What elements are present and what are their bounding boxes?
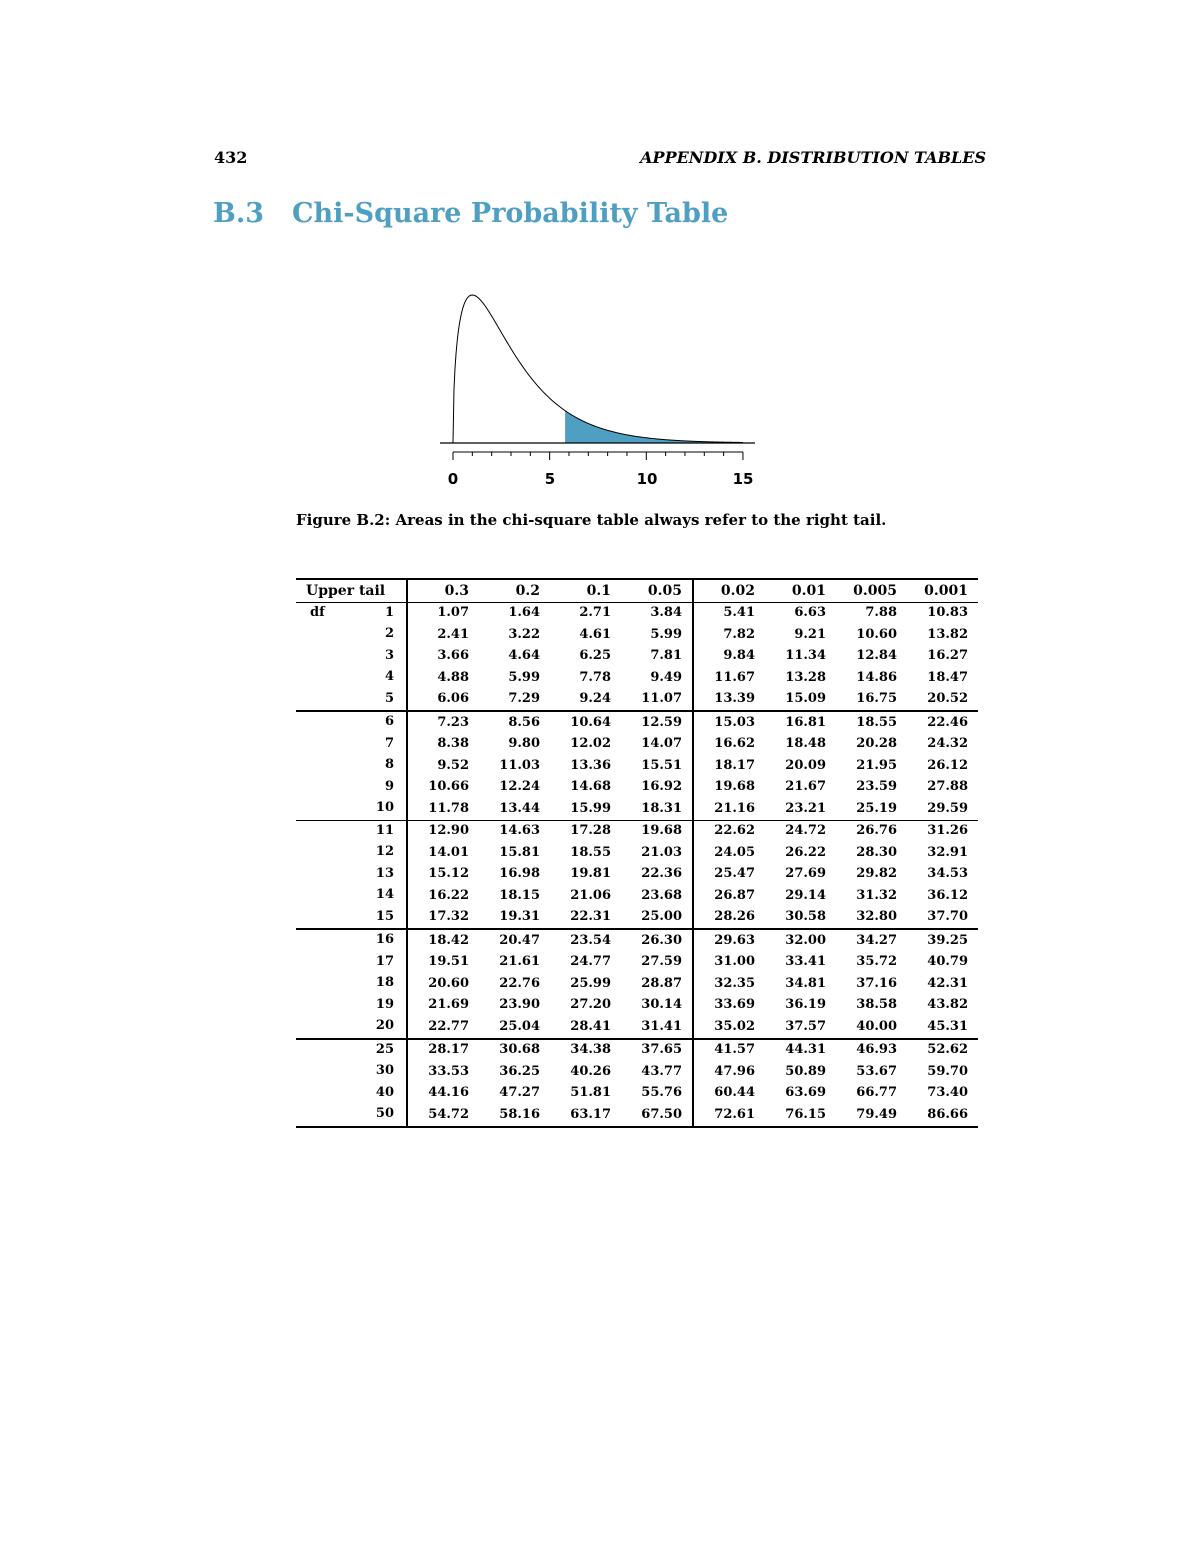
table-cell: 59.70 — [927, 1063, 968, 1079]
table-cell: 36.25 — [499, 1063, 540, 1079]
df-value: 8 — [384, 757, 394, 772]
table-cell: 43.82 — [927, 997, 968, 1012]
table-cell: 3.22 — [508, 626, 540, 642]
table-cell: 12.02 — [570, 736, 611, 751]
table-cell: 24.05 — [714, 844, 755, 860]
table-cell: 9.84 — [723, 648, 755, 663]
table-cell: 16.27 — [927, 648, 968, 663]
table-cell: 5.99 — [621, 624, 693, 646]
table-cell: 32.00 — [765, 929, 836, 952]
table-cell: 33.69 — [714, 997, 755, 1012]
table-cell: 12.59 — [621, 711, 693, 734]
table-cell: 34.27 — [836, 929, 907, 952]
column-header: 0.01 — [765, 579, 836, 602]
df-cell — [296, 820, 407, 842]
table-cell: 27.20 — [570, 997, 611, 1012]
table-cell: 13.39 — [714, 691, 755, 706]
table-cell: 47.96 — [714, 1063, 755, 1079]
df-value: 6 — [384, 714, 394, 729]
table-row — [296, 646, 978, 668]
table-cell: 9.80 — [508, 736, 540, 751]
table-cell: 7.23 — [407, 711, 479, 734]
column-header: 0.005 — [836, 579, 907, 602]
table-cell: 31.00 — [714, 954, 755, 969]
running-header — [214, 148, 986, 172]
table-cell: 7.78 — [579, 669, 611, 685]
df-cell — [296, 885, 407, 907]
table-cell: 16.75 — [856, 691, 897, 706]
table-cell: 54.72 — [428, 1106, 469, 1122]
table-row — [296, 1083, 978, 1105]
table-row — [296, 734, 978, 756]
df-value: 13 — [375, 865, 394, 881]
table-cell: 21.06 — [570, 887, 611, 903]
section-number: B.3 — [213, 198, 265, 229]
column-header: 0.02 — [693, 579, 765, 602]
df-value: 4 — [384, 669, 394, 684]
df-value: 9 — [384, 778, 394, 794]
table-cell: 45.31 — [927, 1018, 968, 1034]
table-cell: 23.59 — [856, 779, 897, 794]
table-cell: 40.26 — [570, 1063, 611, 1079]
df-value: 14 — [375, 887, 394, 902]
x-tick-label-0: 0 — [447, 470, 459, 488]
table-cell: 1.64 — [508, 605, 540, 620]
df-value: 12 — [375, 844, 394, 859]
table-cell: 23.21 — [785, 800, 826, 816]
table-cell: 14.63 — [479, 820, 550, 842]
table-cell: 15.81 — [499, 844, 540, 860]
table-cell: 33.53 — [428, 1063, 469, 1079]
table-cell: 7.88 — [865, 605, 897, 620]
df-value: 30 — [375, 1063, 394, 1078]
table-cell: 26.22 — [785, 844, 826, 860]
df-value: 40 — [375, 1084, 394, 1100]
table-cell: 73.40 — [927, 1085, 968, 1100]
table-cell: 31.32 — [856, 887, 897, 903]
table-cell: 16.22 — [428, 887, 469, 903]
table-cell: 67.50 — [621, 1104, 693, 1127]
table-cell: 26.12 — [927, 757, 968, 773]
table-cell: 22.31 — [570, 909, 611, 924]
df-value: 3 — [384, 647, 394, 663]
df-value: 2 — [384, 626, 394, 641]
df-value: 19 — [375, 996, 394, 1012]
table-row — [296, 952, 978, 974]
table-cell: 9.21 — [794, 626, 826, 642]
table-cell: 76.15 — [785, 1106, 826, 1122]
table-cell: 6.25 — [579, 648, 611, 663]
table-cell: 44.16 — [428, 1085, 469, 1100]
table-cell: 37.65 — [621, 1039, 693, 1062]
table-cell: 18.55 — [836, 711, 907, 734]
column-header: 0.1 — [550, 579, 621, 602]
table-cell: 21.61 — [499, 954, 540, 969]
table-cell: 4.61 — [579, 626, 611, 642]
df-cell — [296, 798, 407, 820]
df-value: 18 — [375, 975, 394, 990]
table-row — [296, 1016, 978, 1039]
table-cell: 27.59 — [621, 952, 693, 974]
table-cell: 36.12 — [927, 887, 968, 903]
table-row — [296, 689, 978, 712]
df-cell — [296, 1061, 407, 1083]
table-row — [296, 602, 978, 624]
table-cell: 6.63 — [794, 605, 826, 620]
df-value: 16 — [375, 932, 394, 947]
table-cell: 7.82 — [723, 626, 755, 642]
table-cell: 19.68 — [621, 820, 693, 842]
table-cell: 2.71 — [579, 605, 611, 620]
table-cell: 1.07 — [437, 605, 469, 620]
df-cell — [296, 777, 407, 799]
table-cell: 44.31 — [765, 1039, 836, 1062]
table-row — [296, 929, 978, 952]
table-cell: 37.57 — [785, 1018, 826, 1034]
df-value: 20 — [375, 1018, 394, 1033]
density-curve — [453, 295, 743, 443]
table-cell: 5.41 — [723, 605, 755, 620]
table-cell: 15.12 — [428, 866, 469, 881]
table-cell: 23.54 — [550, 929, 621, 952]
table-cell: 72.61 — [714, 1106, 755, 1122]
table-row — [296, 973, 978, 995]
table-cell: 15.09 — [785, 691, 826, 706]
table-cell: 5.99 — [508, 669, 540, 685]
df-cell — [296, 1083, 407, 1105]
table-cell: 22.36 — [621, 864, 693, 886]
table-cell: 11.34 — [785, 648, 826, 663]
table-cell: 29.63 — [693, 929, 765, 952]
table-cell: 41.57 — [693, 1039, 765, 1062]
table-cell: 3.84 — [621, 602, 693, 624]
table-cell: 42.31 — [927, 975, 968, 991]
table-cell: 28.26 — [714, 909, 755, 924]
page-number: 432 — [214, 148, 248, 167]
df-cell — [296, 734, 407, 756]
table-cell: 18.47 — [927, 669, 968, 685]
table-cell: 43.77 — [621, 1061, 693, 1083]
table-cell: 8.38 — [437, 736, 469, 751]
table-cell: 7.81 — [621, 646, 693, 668]
table-cell: 30.14 — [621, 995, 693, 1017]
table-cell: 11.78 — [428, 800, 469, 816]
table-cell: 28.41 — [570, 1018, 611, 1034]
table-cell: 24.72 — [765, 820, 836, 842]
table-row — [296, 1039, 978, 1062]
table-cell: 34.38 — [550, 1039, 621, 1062]
column-header: 0.2 — [479, 579, 550, 602]
table-cell: 14.01 — [428, 844, 469, 860]
table-cell: 37.16 — [856, 975, 897, 991]
table-cell: 15.51 — [621, 755, 693, 777]
df-value: 15 — [375, 908, 394, 924]
df-cell — [296, 973, 407, 995]
table-cell: 22.77 — [428, 1018, 469, 1034]
table-cell: 50.89 — [785, 1063, 826, 1079]
table-cell: 31.26 — [907, 820, 978, 842]
table-cell: 40.79 — [927, 954, 968, 969]
table-cell: 17.28 — [550, 820, 621, 842]
table-cell: 28.30 — [856, 844, 897, 860]
table-cell: 21.95 — [856, 757, 897, 773]
table-cell: 30.58 — [785, 909, 826, 924]
df-cell — [296, 755, 407, 777]
table-cell: 31.41 — [621, 1016, 693, 1039]
table-row — [296, 820, 978, 842]
df-cell — [296, 864, 407, 886]
table-row — [296, 667, 978, 689]
table-cell: 53.67 — [856, 1063, 897, 1079]
table-cell: 2.41 — [437, 626, 469, 642]
table-cell: 18.55 — [570, 844, 611, 860]
table-cell: 21.03 — [621, 842, 693, 864]
table-cell: 63.17 — [570, 1106, 611, 1122]
table-cell: 4.88 — [437, 669, 469, 685]
table-cell: 22.76 — [499, 975, 540, 991]
df-cell — [296, 995, 407, 1017]
table-cell: 13.36 — [570, 757, 611, 773]
df-cell — [296, 711, 407, 734]
section-heading — [213, 198, 728, 229]
table-cell: 25.04 — [499, 1018, 540, 1034]
table-row — [296, 885, 978, 907]
table-cell: 22.62 — [693, 820, 765, 842]
table-cell: 16.92 — [621, 777, 693, 799]
chi-square-density-figure — [430, 280, 770, 495]
table-cell: 47.27 — [499, 1085, 540, 1100]
table-cell: 63.69 — [785, 1085, 826, 1100]
table-row — [296, 755, 978, 777]
right-tail-shaded-area — [565, 411, 743, 443]
table-row — [296, 907, 978, 930]
table-cell: 25.00 — [621, 907, 693, 930]
table-cell: 12.84 — [856, 648, 897, 663]
table-cell: 38.58 — [856, 997, 897, 1012]
table-cell: 60.44 — [714, 1085, 755, 1100]
table-cell: 18.15 — [499, 887, 540, 903]
column-header: 0.001 — [907, 579, 978, 602]
table-cell: 26.87 — [714, 887, 755, 903]
table-cell: 15.99 — [570, 800, 611, 816]
table-cell: 35.72 — [856, 954, 897, 969]
table-cell: 28.17 — [407, 1039, 479, 1062]
table-cell: 55.76 — [621, 1083, 693, 1105]
df-cell — [296, 646, 407, 668]
df-cell — [296, 952, 407, 974]
table-cell: 10.60 — [856, 626, 897, 642]
table-cell: 3.66 — [437, 648, 469, 663]
table-cell: 29.14 — [785, 887, 826, 903]
table-cell: 19.31 — [499, 909, 540, 924]
table-cell: 86.66 — [927, 1106, 968, 1122]
table-cell: 21.67 — [785, 779, 826, 794]
table-cell: 18.31 — [621, 798, 693, 820]
table-row — [296, 1061, 978, 1083]
table-cell: 11.03 — [499, 757, 540, 773]
table-cell: 23.68 — [621, 885, 693, 907]
table-cell: 30.68 — [479, 1039, 550, 1062]
section-title: Chi-Square Probability Table — [292, 198, 729, 229]
table-body — [296, 602, 978, 1127]
table-cell: 24.77 — [570, 954, 611, 969]
table-cell: 66.77 — [856, 1085, 897, 1100]
table-cell: 14.07 — [621, 734, 693, 756]
df-value: 25 — [375, 1041, 394, 1057]
table-cell: 37.70 — [927, 909, 968, 924]
table-cell: 21.69 — [428, 997, 469, 1012]
table-cell: 7.29 — [508, 691, 540, 706]
table-cell: 29.59 — [927, 800, 968, 816]
table-cell: 33.41 — [785, 954, 826, 969]
table-cell: 18.48 — [785, 736, 826, 751]
table-cell: 20.09 — [785, 757, 826, 773]
table-cell: 34.53 — [927, 866, 968, 881]
table-cell: 10.83 — [927, 605, 968, 620]
table-cell: 35.02 — [714, 1018, 755, 1034]
table-cell: 12.90 — [407, 820, 479, 842]
table-cell: 11.67 — [714, 669, 755, 685]
table-cell: 11.07 — [621, 689, 693, 712]
table-cell: 25.47 — [714, 866, 755, 881]
table-cell: 19.51 — [428, 954, 469, 969]
table-cell: 20.47 — [479, 929, 550, 952]
df-value: 5 — [384, 690, 394, 706]
upper-tail-label: Upper tail — [296, 579, 407, 602]
table-cell: 16.98 — [499, 866, 540, 881]
x-tick-label-15: 15 — [732, 470, 754, 488]
table-row — [296, 995, 978, 1017]
table-cell: 17.32 — [428, 909, 469, 924]
df-cell — [296, 929, 407, 952]
table-cell: 52.62 — [907, 1039, 978, 1062]
table-cell: 15.03 — [693, 711, 765, 734]
chi-square-table — [296, 578, 978, 1128]
table-cell: 27.69 — [785, 866, 826, 881]
table-cell: 12.24 — [499, 779, 540, 794]
df-cell — [296, 624, 407, 646]
table-cell: 29.82 — [856, 866, 897, 881]
table-cell: 25.99 — [570, 975, 611, 991]
table-cell: 18.17 — [714, 757, 755, 773]
table-cell: 10.64 — [550, 711, 621, 734]
df-cell — [296, 602, 407, 624]
table-cell: 20.60 — [428, 975, 469, 991]
table-header-row — [296, 579, 978, 602]
table-cell: 13.44 — [499, 800, 540, 816]
table-cell: 23.90 — [499, 997, 540, 1012]
df-cell — [296, 907, 407, 930]
chapter-title: APPENDIX B. DISTRIBUTION TABLES — [640, 148, 986, 167]
table-cell: 13.28 — [785, 669, 826, 685]
table-cell: 27.88 — [927, 779, 968, 794]
df-cell — [296, 1104, 407, 1127]
df-cell — [296, 667, 407, 689]
x-tick-label-10: 10 — [636, 470, 658, 488]
df-label: df — [310, 604, 325, 620]
table-cell: 16.81 — [765, 711, 836, 734]
table-row — [296, 777, 978, 799]
df-value: 11 — [375, 822, 394, 838]
table-cell: 22.46 — [907, 711, 978, 734]
df-value: 1 — [384, 604, 394, 620]
table-cell: 25.19 — [856, 800, 897, 816]
table-row — [296, 864, 978, 886]
table-cell: 9.52 — [437, 757, 469, 773]
df-value: 50 — [375, 1106, 394, 1121]
column-header: 0.3 — [407, 579, 479, 602]
table-cell: 34.81 — [785, 975, 826, 991]
table-cell: 18.42 — [407, 929, 479, 952]
table-cell: 19.81 — [570, 866, 611, 881]
table-cell: 32.91 — [927, 844, 968, 860]
table-row — [296, 711, 978, 734]
table-cell: 9.49 — [621, 667, 693, 689]
table-cell: 14.86 — [856, 669, 897, 685]
table-row — [296, 1104, 978, 1127]
table-cell: 20.52 — [927, 691, 968, 706]
df-cell — [296, 842, 407, 864]
table-cell: 16.62 — [714, 736, 755, 751]
table-cell: 24.32 — [927, 736, 968, 751]
df-cell — [296, 1039, 407, 1062]
df-value: 10 — [375, 800, 394, 815]
df-value: 7 — [384, 735, 394, 751]
table-cell: 79.49 — [856, 1106, 897, 1122]
table-cell: 32.80 — [856, 909, 897, 924]
table-cell: 13.82 — [927, 626, 968, 642]
table-cell: 40.00 — [856, 1018, 897, 1034]
table-cell: 6.06 — [437, 691, 469, 706]
table-row — [296, 842, 978, 864]
df-cell — [296, 1016, 407, 1039]
table-cell: 32.35 — [714, 975, 755, 991]
table-cell: 21.16 — [714, 800, 755, 816]
table-cell: 46.93 — [836, 1039, 907, 1062]
table-cell: 9.24 — [579, 691, 611, 706]
table-row — [296, 798, 978, 820]
df-value: 17 — [375, 953, 394, 969]
table-cell: 51.81 — [570, 1085, 611, 1100]
table-cell: 28.87 — [621, 973, 693, 995]
df-cell — [296, 689, 407, 712]
table-cell: 19.68 — [714, 779, 755, 794]
x-tick-label-5: 5 — [544, 470, 556, 488]
table-cell: 8.56 — [479, 711, 550, 734]
table-cell: 36.19 — [785, 997, 826, 1012]
table-cell: 26.76 — [836, 820, 907, 842]
table-cell: 14.68 — [570, 779, 611, 794]
table-cell: 39.25 — [907, 929, 978, 952]
figure-caption: Figure B.2: Areas in the chi-square table always refer to the right tail. — [296, 511, 887, 529]
table-cell: 26.30 — [621, 929, 693, 952]
table-cell: 20.28 — [856, 736, 897, 751]
table-row — [296, 624, 978, 646]
table-cell: 4.64 — [508, 648, 540, 663]
column-header: 0.05 — [621, 579, 693, 602]
table-cell: 58.16 — [499, 1106, 540, 1122]
table-cell: 10.66 — [428, 779, 469, 794]
